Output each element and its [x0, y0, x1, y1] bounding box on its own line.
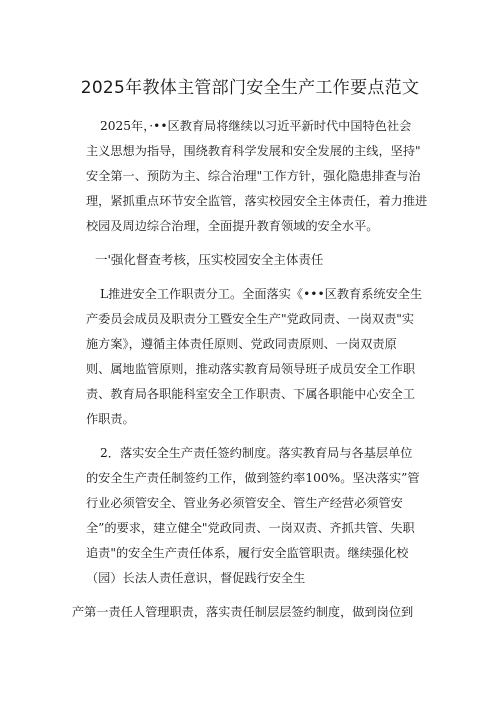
- paragraph-line: 理，紧抓重点环节安全监管，落实校园安全主体责任，着力推进: [86, 194, 428, 208]
- paragraph-line: 的安全生产责任制签约工作，做到签约率100%。坚决落实”管: [86, 471, 420, 485]
- paragraph-line: 责、教育局各职能科室安全工作职责、下属各职能中心安全工: [86, 387, 416, 401]
- paragraph-line: 2．落实安全生产责任签约制度。落实教育局与各基层单位: [100, 446, 413, 460]
- paragraph-line: 2025年，·••区教育局将继续以习近平新时代中国特色社会: [100, 119, 412, 133]
- paragraph-line: 产委员会成员及职责分工暨安全生产"党政同责、一岗双责"实: [86, 312, 415, 326]
- paragraph-line: 产第一责任人管理职责，落实责任制层层签约制度，做到岗位到: [72, 605, 414, 619]
- paragraph-line: 作职责。: [86, 412, 135, 426]
- paragraph-line: L推进安全工作职责分工。全面落实《•••区教育系统安全生: [100, 287, 423, 301]
- paragraph-line: 施方案》，遵循主体责任原则、党政同责原则、一岗双责原: [86, 337, 397, 351]
- paragraph-line: （园）长法人责任意识，督促践行安全生: [86, 571, 306, 585]
- paragraph-line: 主义思想为指导，围绕教育科学发展和安全发展的主线，坚持": [86, 144, 421, 158]
- paragraph-line: 则、属地监管原则，推动落实教育局领导班子成员安全工作职: [86, 362, 416, 376]
- paragraph-line: 安全第一、预防为主、综合治理"工作方针，强化隐患排查与治: [86, 169, 421, 183]
- paragraph-line: 追责"的安全生产责任体系，履行安全监管职责。继续强化校: [86, 546, 409, 560]
- paragraph-line: 行业必须管安全、管业务必须管安全、管生产经营必须管安: [86, 496, 403, 510]
- document-title: 2025年教体主管部门安全生产工作要点范文: [80, 78, 420, 98]
- paragraph-line: 全”的要求，建立健全"党政同责、一岗双责、齐抓共管、失职: [86, 521, 415, 535]
- paragraph-line: 校园及周边综合治理，全面提升教育领域的安全水平。: [86, 219, 379, 233]
- section-heading: 一'强化督查考核，压实校园安全主体责任: [95, 252, 324, 267]
